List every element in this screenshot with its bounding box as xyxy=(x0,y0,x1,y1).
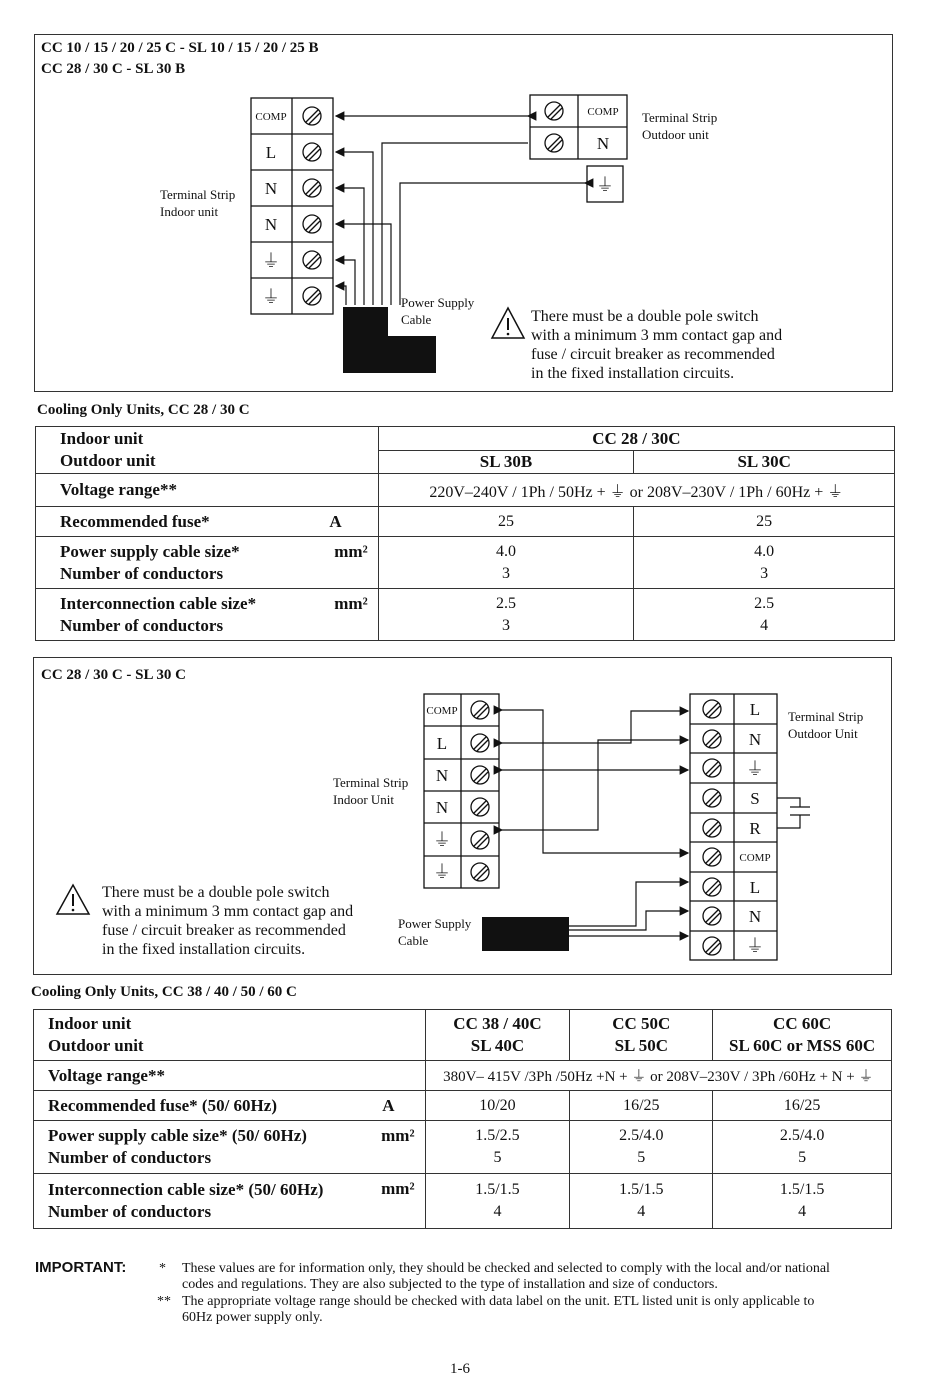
note-2: The appropriate voltage range should be checked with data label on the unit. ETL listed unit is only applicable to 60Hz power supply only. xyxy=(182,1294,815,1325)
screw-icon xyxy=(703,759,721,777)
terminal-label: N xyxy=(596,134,610,153)
interconnection-label: Interconnection cable size* (50/ 60Hz) mm² Number of conductors xyxy=(34,1174,426,1229)
diagram1-title-line2: CC 28 / 30 C - SL 30 B xyxy=(41,61,186,77)
screw-icon xyxy=(545,134,563,152)
col-header: CC 38 / 40C SL 40C xyxy=(425,1010,570,1061)
warning-text-2: There must be a double pole switch with a minimum 3 mm contact gap and fuse / circuit breaker as recommended in the fixed installation circuits. xyxy=(102,884,354,958)
fuse-value: 25 xyxy=(634,507,895,537)
important-label: IMPORTANT: xyxy=(35,1259,127,1276)
screw-icon xyxy=(303,179,321,197)
indoor-strip-label-2: Terminal Strip Indoor Unit xyxy=(333,775,409,807)
ground-icon: ⏚ xyxy=(746,759,764,779)
terminal-label: N xyxy=(264,179,278,198)
ground-icon: ⏚ xyxy=(262,251,280,271)
col-header: CC 60C SL 60C or MSS 60C xyxy=(713,1010,892,1061)
terminal-label: N xyxy=(748,730,762,749)
screw-icon xyxy=(703,907,721,925)
voltage-label: Voltage range** xyxy=(34,1061,426,1091)
interconnection-value: 1.5/1.5 4 xyxy=(713,1174,892,1229)
col-header: CC 50C SL 50C xyxy=(570,1010,713,1061)
screw-icon xyxy=(703,700,721,718)
indoor-outdoor-label: Indoor unit Outdoor unit xyxy=(36,427,379,474)
terminal-label: COMP xyxy=(426,705,458,717)
power-supply-label-2: Power Supply Cable xyxy=(398,916,472,948)
terminal-label: L xyxy=(436,734,448,753)
screw-icon xyxy=(703,937,721,955)
screw-icon xyxy=(703,878,721,896)
interconnection-value: 1.5/1.5 4 xyxy=(570,1174,713,1229)
power-cable-label: Power supply cable size* (50/ 60Hz) mm² Number of conductors xyxy=(34,1121,426,1174)
diagram2-wires xyxy=(502,710,688,936)
screw-icon xyxy=(303,143,321,161)
screw-icon xyxy=(303,251,321,269)
voltage-label: Voltage range** xyxy=(36,474,379,507)
diagram1-title-line1: CC 10 / 15 / 20 / 25 C - SL 10 / 15 / 20 / 25 B xyxy=(41,40,319,56)
diagram2-title: CC 28 / 30 C - SL 30 C xyxy=(41,667,187,683)
screw-icon xyxy=(703,730,721,748)
table1-specifications xyxy=(35,426,895,641)
screw-icon xyxy=(303,107,321,125)
voltage-value: 220V–240V / 1Ph / 50Hz + ⏚ or 208V–230V / 1Ph / 60Hz + ⏚ xyxy=(378,474,894,507)
screw-icon xyxy=(471,798,489,816)
indoor-outdoor-label: Indoor unit Outdoor unit xyxy=(34,1010,426,1061)
outdoor-strip-label-2: Terminal Strip Outdoor Unit xyxy=(788,709,864,741)
table2-caption: Cooling Only Units, CC 38 / 40 / 50 / 60 C xyxy=(31,984,297,1000)
indoor-terminal-strip-1 xyxy=(251,98,333,314)
indoor-strip-label-1: Terminal Strip Indoor unit xyxy=(160,187,236,219)
power-supply-label-1: Power Supply Cable xyxy=(401,295,475,327)
screw-icon xyxy=(303,215,321,233)
warning-icon xyxy=(492,308,524,338)
terminal-label: N xyxy=(435,766,449,785)
terminal-label: COMP xyxy=(739,852,771,864)
power-cable-label: Power supply cable size* mm² Number of conductors xyxy=(36,537,379,589)
col-header: SL 30C xyxy=(634,451,895,474)
terminal-label: R xyxy=(749,819,761,838)
ground-icon: ⏚ xyxy=(596,175,614,195)
table1-caption: Cooling Only Units, CC 28 / 30 C xyxy=(37,402,250,418)
terminal-label: L xyxy=(749,878,761,897)
screw-icon xyxy=(471,734,489,752)
interconnection-value: 2.5 3 xyxy=(378,589,634,641)
note-star-2: ** xyxy=(157,1294,171,1309)
screw-icon xyxy=(471,701,489,719)
note-star-1: * xyxy=(159,1261,166,1276)
terminal-label: L xyxy=(749,700,761,719)
screw-icon xyxy=(703,819,721,837)
fuse-value: 25 xyxy=(378,507,634,537)
terminal-label: COMP xyxy=(255,111,287,123)
voltage-value: 380V– 415V /3Ph /50Hz +N + ⏚ or 208V–230V / 3Ph /60Hz + N + ⏚ xyxy=(425,1061,891,1091)
outdoor-terminal-strip-2 xyxy=(690,694,777,960)
fuse-value: 16/25 xyxy=(570,1091,713,1121)
interconnection-label: Interconnection cable size* mm² Number of conductors xyxy=(36,589,379,641)
ground-icon: ⏚ xyxy=(433,830,451,850)
fuse-value: 16/25 xyxy=(713,1091,892,1121)
terminal-label: S xyxy=(750,789,760,808)
screw-icon xyxy=(471,831,489,849)
diagram1-wiring-svg xyxy=(0,0,950,400)
outdoor-strip-label-1: Terminal Strip Outdoor unit xyxy=(642,110,718,142)
interconnection-value: 2.5 4 xyxy=(634,589,895,641)
screw-icon xyxy=(545,102,563,120)
screw-icon xyxy=(303,287,321,305)
table2-specifications xyxy=(33,1009,892,1229)
ground-icon: ⏚ xyxy=(433,862,451,882)
interconnection-value: 1.5/1.5 4 xyxy=(425,1174,570,1229)
power-cable-value: 4.0 3 xyxy=(378,537,634,589)
power-supply-cable-block xyxy=(482,917,569,951)
power-cable-value: 4.0 3 xyxy=(634,537,895,589)
screw-icon xyxy=(703,848,721,866)
indoor-terminal-strip-2 xyxy=(424,694,499,888)
diagram1-wires xyxy=(336,116,585,305)
power-cable-value: 1.5/2.5 5 xyxy=(425,1121,570,1174)
fuse-label: Recommended fuse* A xyxy=(36,507,379,537)
model-header: CC 28 / 30C xyxy=(378,427,894,451)
page-number: 1-6 xyxy=(450,1361,470,1377)
terminal-label: COMP xyxy=(587,106,619,118)
screw-icon xyxy=(471,766,489,784)
capacitor-icon xyxy=(777,798,810,828)
warning-icon xyxy=(57,885,89,914)
screw-icon xyxy=(471,863,489,881)
warning-text-1: There must be a double pole switch with a minimum 3 mm contact gap and fuse / circuit breaker as recommended in the fixed installation circuits. xyxy=(531,308,783,382)
fuse-label: Recommended fuse* (50/ 60Hz) A xyxy=(34,1091,426,1121)
ground-icon: ⏚ xyxy=(262,287,280,307)
note-1: These values are for information only, they should be checked and selected to comply with the local and/or national codes and regulations. They are also subjected to the type of installation and size of conductors. xyxy=(182,1261,830,1292)
outdoor-terminal-strip-1 xyxy=(530,95,627,202)
screw-icon xyxy=(703,789,721,807)
ground-icon: ⏚ xyxy=(746,936,764,956)
terminal-label: N xyxy=(748,907,762,926)
terminal-label: L xyxy=(265,143,277,162)
col-header: SL 30B xyxy=(378,451,634,474)
terminal-label: N xyxy=(264,215,278,234)
power-cable-value: 2.5/4.0 5 xyxy=(570,1121,713,1174)
power-cable-value: 2.5/4.0 5 xyxy=(713,1121,892,1174)
fuse-value: 10/20 xyxy=(425,1091,570,1121)
terminal-label: N xyxy=(435,798,449,817)
